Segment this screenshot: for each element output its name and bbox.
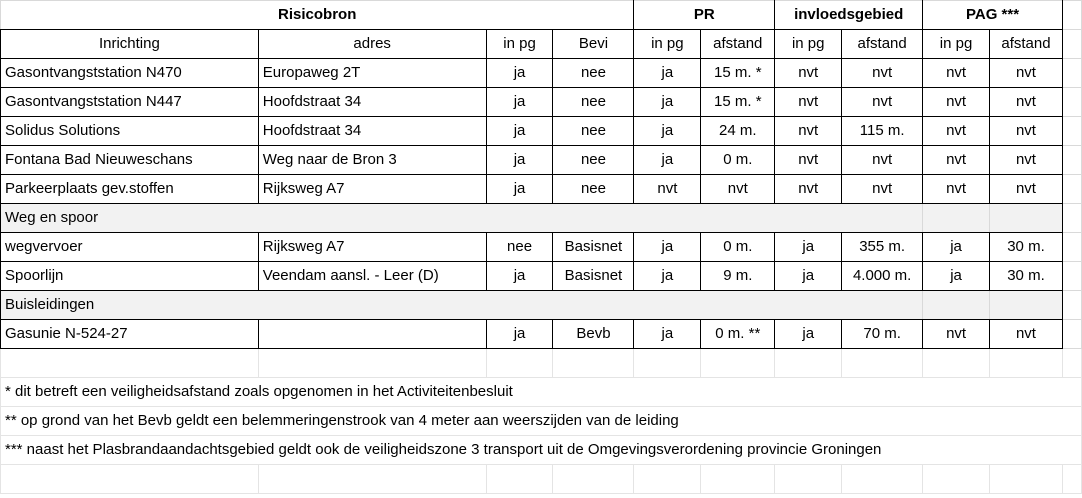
- cell-inrichting: Parkeerplaats gev.stoffen: [1, 175, 259, 204]
- empty-cell: [1062, 117, 1081, 146]
- header-pr: PR: [634, 1, 775, 30]
- cell-bevi: Bevb: [553, 320, 634, 349]
- cell-in-pg: ja: [486, 88, 553, 117]
- cell-ig-afstand: 70 m.: [842, 320, 923, 349]
- cell-pr-afstand: 0 m.: [701, 146, 775, 175]
- empty-cell: [923, 465, 990, 494]
- cell-pr-afstand: 24 m.: [701, 117, 775, 146]
- col-header-bevi: Bevi: [553, 30, 634, 59]
- cell-ig-in-pg: ja: [775, 233, 842, 262]
- cell-bevi: nee: [553, 117, 634, 146]
- section-fill: [923, 291, 990, 320]
- note-row: [1, 436, 1082, 465]
- col-header-pr-in-pg: in pg: [634, 30, 701, 59]
- col-header-pag-afstand: afstand: [990, 30, 1063, 59]
- footnote: *** naast het Plasbrandaandachtsgebied geldt ook de veiligheidszone 3 transport uit de Omgevingsverordening provincie Groningen: [1, 436, 1082, 465]
- cell-pag-in-pg: nvt: [923, 117, 990, 146]
- cell-ig-in-pg: nvt: [775, 175, 842, 204]
- cell-in-pg: ja: [486, 262, 553, 291]
- header-risicobron: Risicobron: [1, 1, 634, 30]
- cell-pag-afstand: nvt: [990, 117, 1063, 146]
- blank-row: [1, 349, 1082, 378]
- table-row: [1, 320, 1082, 349]
- cell-pag-afstand: nvt: [990, 175, 1063, 204]
- section-fill: [990, 291, 1063, 320]
- table-row: [1, 175, 1082, 204]
- cell-inrichting: Gasontvangststation N447: [1, 88, 259, 117]
- cell-ig-afstand: nvt: [842, 146, 923, 175]
- empty-cell: [1, 465, 259, 494]
- cell-ig-afstand: 4.000 m.: [842, 262, 923, 291]
- empty-cell: [842, 465, 923, 494]
- note-row: [1, 378, 1082, 407]
- section-label: Weg en spoor: [1, 204, 923, 233]
- cell-pag-afstand: nvt: [990, 146, 1063, 175]
- col-header-pr-afstand: afstand: [701, 30, 775, 59]
- empty-cell: [1062, 146, 1081, 175]
- cell-adres: Weg naar de Bron 3: [258, 146, 486, 175]
- cell-ig-in-pg: nvt: [775, 117, 842, 146]
- empty-cell: [486, 349, 553, 378]
- empty-cell: [701, 465, 775, 494]
- empty-cell: [258, 349, 486, 378]
- empty-cell: [1062, 233, 1081, 262]
- cell-in-pg: ja: [486, 117, 553, 146]
- cell-pr-afstand: 15 m. *: [701, 59, 775, 88]
- note-row: [1, 407, 1082, 436]
- cell-in-pg: nee: [486, 233, 553, 262]
- empty-cell: [1062, 320, 1081, 349]
- header-group-row: [1, 1, 1082, 30]
- empty-cell: [1062, 30, 1081, 59]
- cell-pr-in-pg: ja: [634, 59, 701, 88]
- cell-pag-in-pg: nvt: [923, 175, 990, 204]
- empty-cell: [990, 465, 1063, 494]
- col-header-in-pg: in pg: [486, 30, 553, 59]
- cell-adres: Veendam aansl. - Leer (D): [258, 262, 486, 291]
- cell-bevi: nee: [553, 175, 634, 204]
- empty-cell: [701, 349, 775, 378]
- cell-ig-afstand: 115 m.: [842, 117, 923, 146]
- cell-adres: Hoofdstraat 34: [258, 88, 486, 117]
- cell-bevi: Basisnet: [553, 262, 634, 291]
- empty-cell: [553, 349, 634, 378]
- table-row: [1, 59, 1082, 88]
- cell-in-pg: ja: [486, 175, 553, 204]
- footnote: ** op grond van het Bevb geldt een belemmeringenstrook van 4 meter aan weerszijden van de leiding: [1, 407, 1082, 436]
- empty-cell: [1062, 465, 1081, 494]
- cell-pr-in-pg: ja: [634, 233, 701, 262]
- cell-ig-afstand: nvt: [842, 88, 923, 117]
- empty-cell: [486, 465, 553, 494]
- col-header-ig-in-pg: in pg: [775, 30, 842, 59]
- cell-ig-in-pg: nvt: [775, 146, 842, 175]
- cell-pag-in-pg: ja: [923, 233, 990, 262]
- col-header-ig-afstand: afstand: [842, 30, 923, 59]
- empty-cell: [1062, 88, 1081, 117]
- cell-adres: Rijksweg A7: [258, 175, 486, 204]
- section-fill: [990, 204, 1063, 233]
- cell-pag-afstand: 30 m.: [990, 233, 1063, 262]
- col-header-pag-in-pg: in pg: [923, 30, 990, 59]
- cell-inrichting: wegvervoer: [1, 233, 259, 262]
- cell-in-pg: ja: [486, 320, 553, 349]
- cell-inrichting: Gasunie N-524-27: [1, 320, 259, 349]
- footnote: * dit betreft een veiligheidsafstand zoals opgenomen in het Activiteitenbesluit: [1, 378, 1082, 407]
- empty-cell: [842, 349, 923, 378]
- cell-ig-in-pg: nvt: [775, 59, 842, 88]
- cell-pr-afstand: 9 m.: [701, 262, 775, 291]
- empty-cell: [1062, 175, 1081, 204]
- cell-ig-afstand: nvt: [842, 175, 923, 204]
- cell-pag-afstand: 30 m.: [990, 262, 1063, 291]
- cell-adres: [258, 320, 486, 349]
- cell-ig-in-pg: nvt: [775, 88, 842, 117]
- cell-pr-afstand: 0 m. **: [701, 320, 775, 349]
- empty-cell: [775, 465, 842, 494]
- cell-pag-in-pg: nvt: [923, 146, 990, 175]
- cell-inrichting: Spoorlijn: [1, 262, 259, 291]
- empty-cell: [1062, 291, 1081, 320]
- cell-pr-in-pg: nvt: [634, 175, 701, 204]
- cell-ig-in-pg: ja: [775, 262, 842, 291]
- cell-pr-in-pg: ja: [634, 117, 701, 146]
- cell-pr-in-pg: ja: [634, 262, 701, 291]
- cell-inrichting: Fontana Bad Nieuweschans: [1, 146, 259, 175]
- table-row: [1, 233, 1082, 262]
- empty-cell: [1062, 59, 1081, 88]
- blank-row: [1, 465, 1082, 494]
- empty-cell: [990, 349, 1063, 378]
- cell-adres: Europaweg 2T: [258, 59, 486, 88]
- cell-pag-in-pg: nvt: [923, 320, 990, 349]
- empty-cell: [775, 349, 842, 378]
- cell-in-pg: ja: [486, 59, 553, 88]
- col-header-adres: adres: [258, 30, 486, 59]
- col-header-inrichting: Inrichting: [1, 30, 259, 59]
- empty-cell: [258, 465, 486, 494]
- empty-cell: [553, 465, 634, 494]
- empty-cell: [923, 349, 990, 378]
- empty-cell: [634, 349, 701, 378]
- empty-cell: [1062, 349, 1081, 378]
- table-row: [1, 146, 1082, 175]
- table-row: [1, 88, 1082, 117]
- cell-pag-afstand: nvt: [990, 320, 1063, 349]
- empty-cell: [1062, 204, 1081, 233]
- cell-pr-afstand: nvt: [701, 175, 775, 204]
- cell-pr-afstand: 0 m.: [701, 233, 775, 262]
- header-invloedsgebied: invloedsgebied: [775, 1, 923, 30]
- cell-pag-afstand: nvt: [990, 59, 1063, 88]
- cell-ig-afstand: nvt: [842, 59, 923, 88]
- cell-adres: Hoofdstraat 34: [258, 117, 486, 146]
- table-row: [1, 117, 1082, 146]
- section-fill: [923, 204, 990, 233]
- cell-pr-in-pg: ja: [634, 146, 701, 175]
- header-pag: PAG ***: [923, 1, 1063, 30]
- cell-ig-afstand: 355 m.: [842, 233, 923, 262]
- cell-inrichting: Gasontvangststation N470: [1, 59, 259, 88]
- cell-bevi: nee: [553, 88, 634, 117]
- column-header-row: [1, 30, 1082, 59]
- section-row: [1, 204, 1082, 233]
- empty-cell: [1062, 262, 1081, 291]
- cell-bevi: nee: [553, 146, 634, 175]
- cell-bevi: nee: [553, 59, 634, 88]
- cell-pr-in-pg: ja: [634, 88, 701, 117]
- cell-pag-in-pg: ja: [923, 262, 990, 291]
- cell-pag-in-pg: nvt: [923, 59, 990, 88]
- cell-bevi: Basisnet: [553, 233, 634, 262]
- cell-pag-in-pg: nvt: [923, 88, 990, 117]
- cell-adres: Rijksweg A7: [258, 233, 486, 262]
- section-row: [1, 291, 1082, 320]
- cell-inrichting: Solidus Solutions: [1, 117, 259, 146]
- empty-cell: [634, 465, 701, 494]
- table-row: [1, 262, 1082, 291]
- cell-pag-afstand: nvt: [990, 88, 1063, 117]
- empty-cell: [1062, 1, 1081, 30]
- cell-pr-in-pg: ja: [634, 320, 701, 349]
- empty-cell: [1, 349, 259, 378]
- cell-ig-in-pg: ja: [775, 320, 842, 349]
- cell-pr-afstand: 15 m. *: [701, 88, 775, 117]
- cell-in-pg: ja: [486, 146, 553, 175]
- table-body: [1, 1, 1082, 494]
- section-label: Buisleidingen: [1, 291, 923, 320]
